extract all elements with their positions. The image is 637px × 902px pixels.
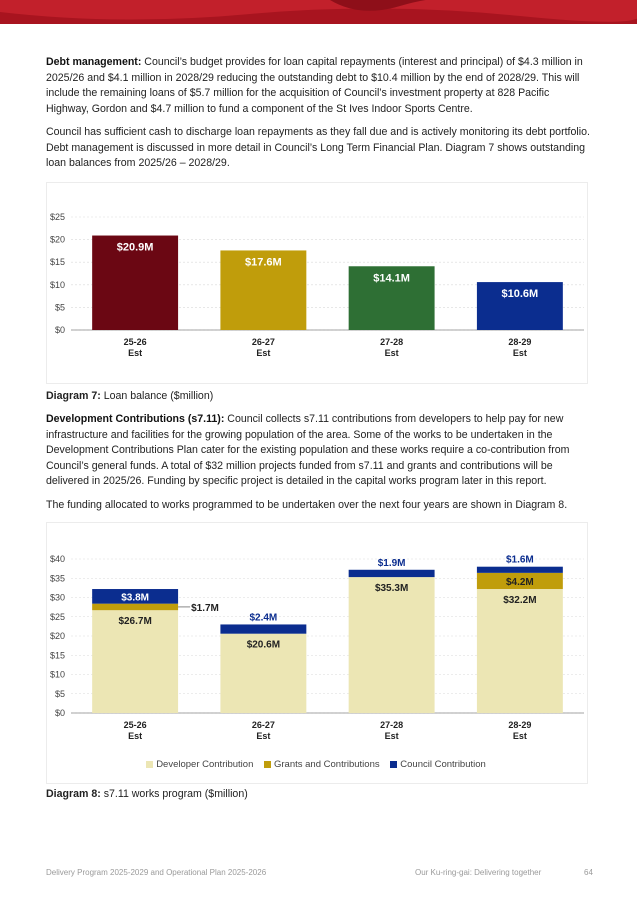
y-tick-label: $35 — [49, 573, 65, 584]
debt-management-paragraph — [46, 55, 594, 117]
legend-swatch-council — [390, 761, 397, 768]
x-tick-label: 27-28 — [380, 337, 404, 347]
works-program-bar-segment — [92, 604, 178, 611]
works-program-bar-segment — [477, 567, 563, 573]
y-tick-label: $0 — [54, 325, 65, 335]
legend-label-grants: Grants and Contributions — [274, 759, 380, 770]
debt-management-text: Council’s budget provides for loan capital repayments (interest and principal) of $4.3 million in 2025/26 and $4.1 million in 2028/29 reducing the outstanding debt to $10.4 million by the end of 2028/29. This will include the remaining loans of $5.7 million for the acquisition of Council’s investment property at 828 Pacific Highway, Gordon and $4.7 million to fund a component of the St Ives Indoor Sports Centre. — [46, 56, 583, 115]
y-tick-label: $25 — [49, 212, 65, 222]
diagram8-caption-text: s7.11 works program ($million) — [100, 788, 248, 800]
legend-item-grants — [264, 759, 380, 770]
loan-balance-value-label: $10.6M — [501, 288, 539, 301]
diagram8-caption — [46, 788, 248, 800]
works-program-bar-segment — [220, 624, 306, 633]
x-tick-label: 26-27 — [251, 720, 275, 730]
y-tick-label: $5 — [54, 688, 65, 699]
debt-portfolio-paragraph: Council has sufficient cash to discharge loan repayments as they fall due and is actively monitoring its debt portfolio. Debt management is discussed in more detail in Council’s Long Term Financial Plan. Diagram 7 shows outstanding loan balances from 2025/26 – 2028/29. — [46, 126, 590, 170]
chart-legend — [46, 759, 586, 770]
x-tick-sublabel: Est — [384, 731, 399, 741]
legend-swatch-developer — [146, 761, 153, 768]
developer-contribution-label: $32.2M — [503, 595, 537, 607]
y-tick-label: $20 — [49, 631, 65, 641]
x-tick-sublabel: Est — [256, 348, 271, 358]
developer-contribution-label: $35.3M — [374, 583, 409, 595]
y-tick-label: $10 — [49, 279, 65, 290]
x-tick-label: 26-27 — [251, 337, 275, 347]
x-tick-sublabel: Est — [512, 731, 527, 741]
funding-allocation-paragraph: The funding allocated to works programmed to be undertaken over the next four years are shown in Diagram 8. — [46, 499, 568, 511]
y-tick-label: $0 — [54, 708, 65, 718]
legend-label-developer: Developer Contribution — [156, 759, 254, 770]
y-tick-label: $5 — [54, 302, 65, 313]
council-contribution-label: $1.9M — [377, 557, 406, 569]
grants-contribution-label: $1.7M — [191, 602, 219, 614]
y-tick-label: $25 — [49, 611, 65, 622]
diagram7-caption-text: Loan balance ($million) — [100, 390, 214, 402]
grants-contribution-label: $4.2M — [505, 576, 534, 588]
y-tick-label: $15 — [49, 257, 65, 268]
developer-contribution-label: $26.7M — [118, 616, 152, 628]
diagram8-caption-label: Diagram 8: — [46, 788, 101, 800]
council-contribution-label: $1.6M — [505, 554, 534, 566]
y-tick-label: $20 — [49, 234, 65, 245]
x-tick-label: 25-26 — [123, 337, 147, 347]
legend-item-council — [390, 759, 486, 770]
x-tick-sublabel: Est — [384, 348, 399, 358]
x-tick-label: 27-28 — [380, 720, 404, 730]
y-tick-label: $40 — [49, 554, 65, 564]
council-contribution-label: $2.4M — [249, 612, 278, 624]
y-tick-label: $10 — [49, 669, 65, 680]
legend-swatch-grants — [264, 761, 271, 768]
loan-balance-chart — [47, 183, 587, 383]
debt-management-label: Debt management: — [46, 56, 142, 68]
x-tick-sublabel: Est — [128, 348, 143, 358]
council-contribution-label: $3.8M — [121, 592, 150, 604]
x-tick-sublabel: Est — [512, 348, 527, 358]
x-tick-sublabel: Est — [256, 731, 271, 741]
y-tick-label: $15 — [49, 650, 65, 661]
works-program-bar-segment — [349, 570, 435, 577]
loan-balance-value-label: $14.1M — [373, 272, 410, 285]
diagram7-caption — [46, 390, 213, 402]
development-contributions-text: Council collects s7.11 contributions from developers to help pay for new infrastructure and facilities for the growing population of the area. Some of the works to be undertaken in the Development Contributions Plan cater for the existing population and these works require a co-contribution from Council’s general funds. A total of $32 million projects funded from s7.11 and grants and contributions will be delivered in 2025/26. Funding by specific project is detailed in the capital works program later in this report. — [46, 413, 570, 488]
diagram7-caption-label: Diagram 7: — [46, 390, 101, 402]
x-tick-label: 28-29 — [508, 720, 532, 730]
works-program-bar-segment — [477, 589, 563, 713]
loan-balance-chart-panel — [46, 182, 588, 384]
development-contributions-label: Development Contributions (s7.11): — [46, 413, 225, 425]
development-contributions-paragraph — [46, 412, 594, 490]
y-tick-label: $30 — [49, 592, 65, 603]
developer-contribution-label: $20.6M — [246, 639, 281, 651]
loan-balance-value-label: $17.6M — [245, 256, 282, 269]
legend-item-developer — [146, 759, 253, 770]
footer-page-number: 64 — [584, 868, 593, 877]
header-banner — [0, 0, 637, 24]
footer-document-title: Delivery Program 2025-2029 and Operational Plan 2025-2026 — [46, 868, 267, 877]
loan-balance-value-label: $20.9M — [116, 241, 154, 254]
footer-tagline: Our Ku-ring-gai: Delivering together — [415, 868, 542, 877]
works-program-chart-panel — [46, 522, 588, 784]
x-tick-label: 28-29 — [508, 337, 532, 347]
x-tick-sublabel: Est — [128, 731, 143, 741]
legend-label-council: Council Contribution — [400, 759, 486, 770]
works-program-chart — [47, 523, 587, 753]
x-tick-label: 25-26 — [123, 720, 147, 730]
works-program-bar-segment — [349, 577, 435, 713]
